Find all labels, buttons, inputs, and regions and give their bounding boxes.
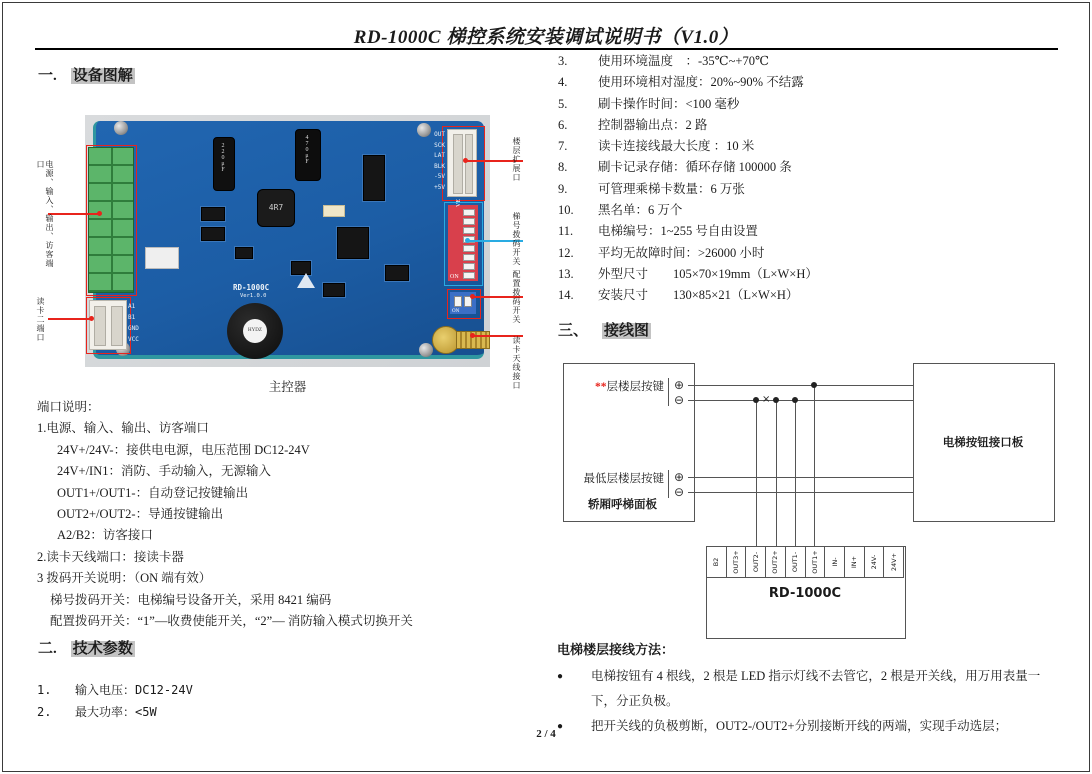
top-button-label: **层楼层按键: [595, 381, 664, 393]
wire-out2-plus: [776, 400, 777, 546]
section1-number: 一.: [38, 68, 57, 84]
spec-item: [558, 72, 1063, 93]
pin-label: OUT: [434, 131, 445, 138]
pin-label: LAT: [434, 152, 445, 159]
spec-list: [558, 51, 1063, 307]
document-title: RD-1000C 梯控系统安装调试说明书（V1.0）: [353, 27, 739, 48]
item-number: 4.: [558, 75, 568, 90]
bullet-icon: ●: [557, 671, 564, 682]
wiring-diagram: [556, 358, 1061, 640]
section3-title: 接线图: [604, 323, 650, 339]
callout-label-extension: 楼层扩展口: [512, 137, 521, 182]
relay: [145, 247, 179, 269]
blue-dip-outline: [447, 289, 481, 319]
port-description-line: OUT2+/OUT2-：导通按键输出: [57, 506, 224, 521]
section3-number: 三、: [558, 323, 589, 339]
image-caption: 主控器: [268, 380, 307, 394]
spec-item: [558, 264, 1063, 285]
terminal-label: OUT1-: [791, 551, 800, 573]
callout-label-number-dip: 梯号拨码开关: [512, 212, 521, 266]
capacitor-470uF: [295, 129, 321, 181]
callout-label-reader2: 读卡二端口: [36, 297, 45, 342]
junction-dot: [811, 382, 817, 388]
spec-item: [558, 157, 1063, 178]
port-description-line: 24V+/24V-：接供电电源，电压范围 DC12-24V: [57, 442, 310, 457]
soic-chip: [323, 283, 345, 297]
callout-label-power-port: 电源、输入、输出、访客端口: [36, 160, 54, 268]
section3-heading: [558, 319, 651, 340]
pin-label: SCK: [434, 141, 445, 149]
spec-item: [558, 221, 1063, 242]
item-number: 13.: [558, 266, 574, 281]
terminal-label: 24V-: [869, 554, 878, 570]
port-description-line: OUT1+/OUT1-：自动登记按键输出: [57, 485, 249, 500]
terminal-cell: [844, 546, 864, 578]
minus-terminal: ⊖: [674, 485, 685, 499]
callout-dot: [470, 294, 475, 299]
terminal-cell: [706, 546, 726, 578]
soic-chip: [201, 227, 225, 241]
item-number: 2.: [37, 705, 52, 719]
callout-line-power-port: [48, 213, 101, 215]
plus-terminal: ⊕: [674, 378, 685, 392]
green-terminal-outline: [86, 145, 137, 296]
button-interface-label: 电梯按钮接口板: [942, 437, 1024, 449]
wire: [688, 477, 914, 478]
pin-label: A1: [128, 303, 136, 310]
junction-dot: [773, 397, 779, 403]
item-number: 14.: [558, 288, 574, 303]
capacitor-label: 470μF: [304, 135, 310, 165]
port-description-line: 梯号拨码开关：电梯编号设备开关，采用 8421 编码: [50, 592, 332, 607]
port-description-line: 端口说明：: [37, 400, 100, 414]
board-silkscreen-version: Ver1.0.0: [240, 293, 267, 299]
item-number: 9.: [558, 181, 568, 196]
item-text: 可管理乘梯卡数量：6 万张: [598, 181, 745, 196]
page-number: 2 / 4: [536, 728, 556, 740]
spec-item: [558, 179, 1063, 200]
callout-label-config-dip: 配置拨码开关: [512, 270, 521, 324]
driver-chip: [363, 155, 385, 201]
callout-line-reader2: [48, 318, 93, 320]
board-silkscreen-model: RD-1000C: [233, 283, 270, 292]
bracket: [668, 470, 669, 498]
bullet-text: 把开关线的负极剪断，OUT2-/OUT2+分别接断开线的两端，实现手动选层；: [591, 719, 1008, 733]
pin-label: +5V: [434, 183, 445, 191]
spec-item: [558, 243, 1063, 264]
item-text: 黑名单：6 万个: [598, 203, 683, 218]
item-number: 12.: [558, 245, 574, 260]
callout-dot: [463, 158, 468, 163]
section2-title: 技术参数: [72, 641, 133, 657]
terminal-label: OUT1+: [810, 550, 819, 574]
item-text: 刷卡操作时间：<100 毫秒: [598, 96, 740, 111]
soic-chip: [235, 247, 253, 259]
item-number: 1.: [37, 683, 52, 697]
port-description-line: 1.电源、输入、输出、访客端口: [37, 421, 209, 436]
minus-terminal: ⊖: [674, 393, 685, 407]
spec-item: [558, 200, 1063, 221]
port-description-line: 3 拨码开关说明：（ON 端有效）: [37, 571, 212, 586]
bullet-text: 电梯按钮有 4 根线，2 根是 LED 指示灯线不去管它，2 根是开关线，用万用表量一下，分正负极。: [591, 669, 1041, 708]
reader2-pin-labels: [128, 301, 139, 345]
item-number: 7.: [558, 139, 568, 154]
spec-item: [558, 51, 1063, 72]
item-number: 8.: [558, 160, 568, 175]
terminal-label: IN-: [830, 557, 839, 567]
wire: [688, 400, 914, 401]
callout-dot: [97, 211, 102, 216]
pin-label: BLK: [434, 162, 445, 170]
screw-icon: [419, 343, 433, 357]
small-connector: [323, 205, 345, 217]
terminal-cell: [824, 546, 844, 578]
wire-out1-minus: [795, 400, 796, 546]
wiring-method-title: 电梯楼层接线方法：: [557, 642, 675, 657]
spec-item: [558, 115, 1063, 136]
item-number: 10.: [558, 203, 574, 218]
terminal-label: 24V+: [889, 552, 898, 572]
item-text: 读卡连接线最大长度 ：10 米: [598, 139, 755, 154]
red-dip-outline: [444, 202, 483, 286]
wire-out1-plus: [814, 385, 815, 546]
pcb-photo: [85, 115, 490, 367]
title-divider: [35, 48, 1058, 50]
item-number: 6.: [558, 117, 568, 132]
wire: [688, 492, 914, 493]
tech-param-item: [37, 679, 515, 701]
bottom-button-label: 最低层楼层按键: [583, 473, 664, 485]
junction-dot: [753, 397, 759, 403]
port-description-line: 2.读卡天线端口：接读卡器: [37, 549, 184, 564]
bullet-icon: ●: [557, 721, 564, 732]
soic-chip: [385, 265, 409, 281]
port-description-line: 配置拨码开关：“1”—收费使能开关，“2”— 消防输入模式切换开关: [50, 613, 413, 628]
terminal-cell: [864, 546, 884, 578]
section2-heading: [38, 637, 135, 658]
extension-outline: [442, 126, 485, 201]
pin-label: -5V: [434, 173, 445, 180]
dip-ve-label: VE: [456, 199, 462, 207]
wire: [688, 385, 914, 386]
terminal-cell: [745, 546, 765, 578]
section1-heading: [38, 64, 135, 85]
spec-item: [558, 285, 1063, 306]
controller-name: RD-1000C: [768, 586, 842, 601]
inductor-4R7: 4R7: [257, 189, 295, 227]
item-number: 3.: [558, 54, 568, 68]
buzzer: [227, 303, 283, 359]
terminal-cell: [765, 546, 785, 578]
soic-chip: [201, 207, 225, 221]
terminal-label: B2: [712, 557, 721, 567]
esd-triangle-logo: [297, 273, 315, 288]
wire-cut-mark: ×: [762, 394, 771, 405]
wiring-method: [557, 639, 1062, 739]
callout-dot: [465, 238, 470, 243]
dip2-on-label: ON: [452, 309, 460, 314]
car-call-panel-label: 轿厢呼梯面板: [588, 499, 657, 511]
buzzer-label: HYDZ: [243, 319, 267, 343]
callout-dot: [470, 333, 475, 338]
floor-asterisks: **: [595, 381, 607, 393]
item-number: 5.: [558, 96, 568, 111]
capacitor-label: 220μF: [220, 143, 226, 173]
screw-icon: [114, 121, 128, 135]
pin-label: B1: [128, 314, 136, 321]
item-text: 最大功率：<5W: [75, 705, 157, 719]
callout-label-antenna: 读卡天线接口: [512, 336, 521, 390]
terminal-cell: [726, 546, 746, 578]
terminal-label: IN+: [850, 555, 859, 569]
section1-title: 设备图解: [72, 68, 133, 84]
item-text: 控制器输出点：2 路: [598, 117, 708, 132]
terminal-cell: [805, 546, 825, 578]
pin-label: GND: [128, 325, 139, 332]
item-text: 刷卡记录存储：循环存储 100000 条: [598, 160, 792, 175]
terminal-label: OUT2-: [751, 551, 760, 573]
pin-label: VCC: [128, 336, 139, 343]
terminal-label: OUT3+: [732, 550, 741, 574]
plus-terminal: ⊕: [674, 470, 685, 484]
controller-terminals: [706, 546, 904, 578]
terminal-cell: [785, 546, 805, 578]
spec-item: [558, 94, 1063, 115]
bullet-row: [557, 664, 1062, 714]
item-text: 使用环境相对湿度：20%~90% 不结露: [598, 75, 804, 90]
item-text: 安装尺寸 130×85×21（L×W×H）: [598, 288, 799, 303]
bracket: [668, 378, 669, 406]
junction-dot: [792, 397, 798, 403]
section2-number: 二.: [38, 641, 57, 657]
item-text: 输入电压：DC12-24V: [75, 683, 193, 697]
item-text: 使用环境温度 ：-35℃~+70℃: [598, 54, 769, 68]
port-description-list: [37, 397, 515, 632]
wire-out2-minus: [756, 400, 757, 546]
item-number: 11.: [558, 224, 574, 239]
item-text: 外型尺寸 105×70×19mm（L×W×H）: [598, 266, 818, 281]
capacitor-220uF: [213, 137, 235, 191]
item-text: 电梯编号：1~255 号自由设置: [598, 224, 758, 239]
terminal-label: OUT2+: [771, 550, 780, 574]
callout-dot: [89, 316, 94, 321]
spec-item: [558, 136, 1063, 157]
port-description-line: A2/B2：访客接口: [57, 528, 153, 543]
extension-pin-labels: [423, 130, 445, 193]
tech-param-item: [37, 701, 515, 723]
item-text: 平均无故障时间：>26000 小时: [598, 245, 765, 260]
dip-on-label: ON: [450, 274, 459, 280]
mcu-chip: [337, 227, 369, 259]
terminal-cell: [883, 546, 904, 578]
tech-params-list: [37, 679, 515, 723]
reader2-outline: [86, 297, 131, 354]
port-description-line: 24V+/IN1：消防、手动输入，无源输入: [57, 464, 271, 479]
